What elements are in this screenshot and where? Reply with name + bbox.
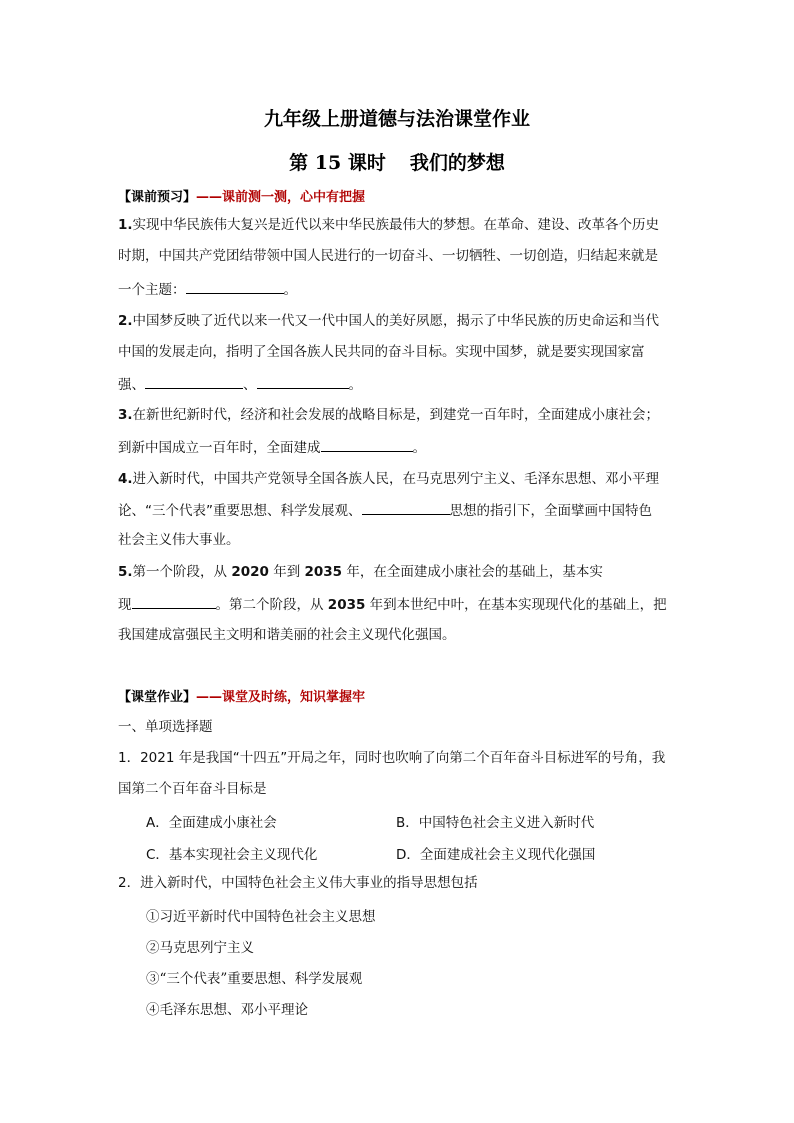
preview-item-1-line-2: 时期，中国共产党团结带领中国人民进行的一切奋斗、一切牺牲、一切创造，归结起来就是 [118,248,658,264]
preview-item-2-line-1: 2.中国梦反映了近代以来一代又一代中国人的美好夙愿，揭示了中华民族的历史命运和当代 [118,313,660,329]
preview-item-4-line-1: 4.进入新时代，中国共产党领导全国各族人民，在马克思列宁主义、毛泽东思想、邓小平理 [118,471,660,487]
preview-motto: 课前测一测，心中有把握 [222,190,366,205]
question-1-line-2: 国第二个百年奋斗目标是 [118,781,267,797]
answer-blank[interactable] [321,437,413,452]
lesson-name: 我们的梦想 [409,152,505,174]
answer-blank[interactable] [257,374,349,389]
preview-item-4-line-2: 论、“三个代表”重要思想、科学发展观、 思想的指引下，全面擘画中国特色 [118,500,652,520]
question-2-item-3: ③“三个代表”重要思想、科学发展观 [146,971,363,987]
answer-blank[interactable] [186,279,284,294]
preview-item-4-line-3: 社会主义伟大事业。 [118,532,240,548]
answer-blank[interactable] [145,374,243,389]
question-1-option-d[interactable]: D．全面建成社会主义现代化强国 [396,847,596,863]
preview-item-1-line-3: 一个主题： 。 [118,279,297,299]
preview-item-3-line-2: 到新中国成立一百年时，全面建成 。 [118,437,426,457]
question-1-line-1: 1．2021 年是我国“十四五”开局之年，同时也吹响了向第二个百年奋斗目标进军的号角，我 [118,750,666,766]
preview-item-5-line-3: 我国建成富强民主文明和谐美丽的社会主义现代化强国。 [118,627,456,643]
preview-item-1-line-1: 1.实现中华民族伟大复兴是近代以来中华民族最伟大的梦想。在革命、建设、改革各个历史 [118,217,660,233]
preview-item-5-line-2: 现 。第二个阶段，从 2035 年到本世纪中叶，在基本实现现代化的基础上，把 [118,594,667,614]
question-2-item-2: ②马克思列宁主义 [146,940,254,956]
classwork-section-heading: 【课堂作业】——课堂及时练，知识掌握牢 [118,690,366,705]
answer-blank[interactable] [132,594,216,609]
section-title: 一、单项选择题 [118,719,213,735]
question-1-option-c[interactable]: C．基本实现社会主义现代化 [146,847,318,863]
question-1-option-b[interactable]: B．中国特色社会主义进入新时代 [396,815,595,831]
preview-item-2-line-2: 中国的发展走向，指明了全国各族人民共同的奋斗目标。实现中国梦，就是要实现国家富 [118,344,645,360]
question-1-option-a[interactable]: A．全面建成小康社会 [146,815,277,831]
answer-blank[interactable] [362,500,450,515]
classwork-motto: 课堂及时练，知识掌握牢 [222,690,366,705]
question-2-item-1: ①习近平新时代中国特色社会主义思想 [146,909,376,925]
preview-section-heading: 【课前预习】——课前测一测，心中有把握 [118,190,366,205]
document-title: 九年级上册道德与法治课堂作业 [263,108,530,130]
preview-item-2-line-3: 强、 、 。 [118,374,362,394]
preview-item-3-line-1: 3.在新世纪新时代，经济和社会发展的战略目标是，到建党一百年时，全面建成小康社会； [118,407,660,423]
lesson-heading [0,148,794,175]
lesson-number: 第 15 课时 [289,152,386,174]
question-2-item-4: ④毛泽东思想、邓小平理论 [146,1002,308,1018]
question-2-stem: 2．进入新时代，中国特色社会主义伟大事业的指导思想包括 [118,875,478,891]
preview-item-5-line-1: 5.第一个阶段，从 2020 年到 2035 年，在全面建成小康社会的基础上，基本实 [118,564,603,580]
